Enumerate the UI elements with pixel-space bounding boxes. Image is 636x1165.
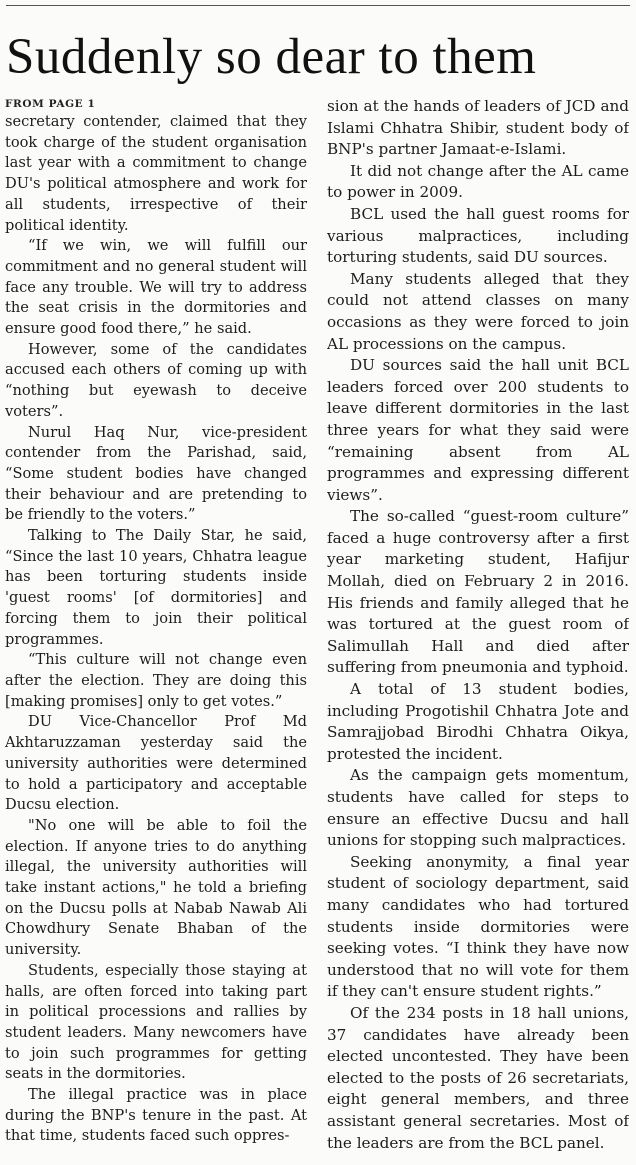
paragraph: The illegal practice was in place during the BNP's tenure in the past. At that time, students faced such oppres- — [5, 1086, 307, 1145]
paragraph: sion at the hands of leaders of JCD and Islami Chhatra Shibir, student body of BNP's partner Jamaat-e-Islami. — [327, 97, 629, 159]
article-column-right — [327, 96, 629, 1164]
paragraph: Nurul Haq Nur, vice-president contender from the Parishad, said, “Some student bodies have changed their behaviour and are pretending to be friendly to the voters.” — [5, 423, 307, 524]
paragraph: Talking to The Daily Star, he said, “Since the last 10 years, Chhatra league has been torturing students inside 'guest rooms' [of dormitories] and forcing them to join their political programmes. — [5, 527, 307, 648]
continuation-kicker: FROM PAGE 1 — [5, 98, 96, 110]
paragraph: It did not change after the AL came to power in 2009. — [327, 161, 629, 202]
article-column-left — [5, 96, 307, 1164]
headline: Suddenly so dear to them — [6, 29, 537, 85]
paragraph: "No one will be able to foil the election. If anyone tries to do anything illegal, the university authorities will take instant actions," he told a briefing on the Ducsu polls at Nabab Nawab Ali Chowdhury Senate Bhaban of the university. — [5, 816, 307, 959]
paragraph: “This culture will not change even after the election. They are doing this [making promises] only to get votes.” — [5, 651, 307, 710]
paragraph: Seeking anonymity, a final year student of sociology department, said many candidates who had tortured students inside dormitories were seeking votes. “I think they have now understood that no will vote for them if they can't ensure student rights.” — [327, 852, 629, 1001]
paragraph: However, some of the candidates accused each others of coming up with “nothing but eyewash to deceive voters”. — [5, 340, 307, 420]
paragraph: Of the 234 posts in 18 hall unions, 37 candidates have already been elected uncontested. They have been elected to the posts of 26 secretariats, eight general members, and three assistant general secretaries. Most of the leaders are from the BCL panel. — [327, 1003, 629, 1152]
paragraph: Students, especially those staying at halls, are often forced into taking part in political processions and rallies by student leaders. Many newcomers have to join such programmes for getting seats in the dormitories. — [5, 961, 307, 1083]
paragraph: “If we win, we will fulfill our commitment and no general student will face any trouble. We will try to address the seat crisis in the dormitories and ensure good food there,” he said. — [5, 237, 307, 338]
paragraph: secretary contender, claimed that they took charge of the student organisation last year with a commitment to change DU's political atmosphere and work for all students, irrespective of their political identity. — [5, 113, 307, 234]
paragraph: Many students alleged that they could not attend classes on many occasions as they were forced to join AL processions on the campus. — [327, 269, 629, 353]
paragraph: As the campaign gets momentum, students have called for steps to ensure an effective Ducsu and hall unions for stopping such malpractices. — [327, 766, 629, 850]
paragraph: DU sources said the hall unit BCL leaders forced over 200 students to leave different dormitories in the last three years for what they said were “remaining absent from AL programmes and expressing different views”. — [327, 356, 629, 504]
paragraph: DU Vice-Chancellor Prof Md Akhtaruzzaman yesterday said the university authorities were determined to hold a participatory and acceptable Ducsu election. — [5, 713, 307, 814]
paragraph: The so-called “guest-room culture” faced a huge controversy after a first year marketing student, Hafijur Mollah, died on February 2 in 2016. His friends and family alleged that he was tortured at the guest room of Salimullah Hall and died after suffering from pneumonia and typhoid. — [327, 507, 629, 677]
previous-article-edge — [0, 0, 636, 14]
paragraph: BCL used the hall guest rooms for various malpractices, including torturing students, said DU sources. — [327, 204, 629, 267]
paragraph: A total of 13 student bodies, including Progotishil Chhatra Jote and Samrajjobad Birodhi Chhatra Oikya, protested the incident. — [327, 680, 629, 763]
